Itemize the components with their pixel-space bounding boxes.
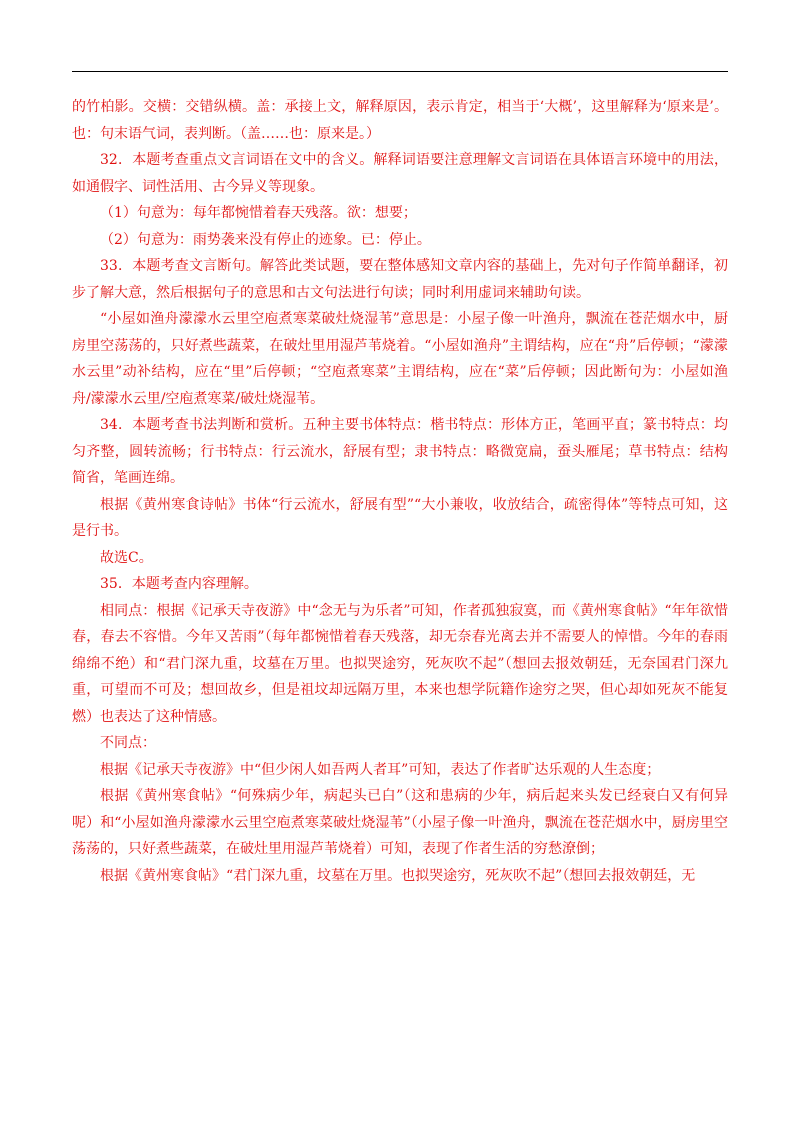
- paragraph: 32．本题考查重点文言词语在文中的含义。解释词语要注意理解文言词语在具体语言环境中的用法，如通假字、词性活用、古今异义等现象。: [72, 152, 728, 195]
- paragraph: 根据《黄州寒食诗帖》书体“行云流水，舒展有型”“大小兼收，收放结合，疏密得体”等特点可知，这是行书。: [72, 496, 728, 539]
- paragraph: 根据《黄州寒食帖》“何殊病少年，病起头已白”（这和患病的少年，病后起来头发已经衰白又有何异呢）和“小屋如渔舟濛濛水云里空庖煮寒菜破灶烧湿苇”（小屋子像一叶渔舟，飘流在苍茫烟水中，厨房里空荡荡的，只好煮些蔬菜，在破灶里用湿芦苇烧着）可知，表现了作者生活的穷愁潦倒；: [72, 788, 728, 857]
- paragraph: 的竹柏影。交横：交错纵横。盖：承接上文，解释原因，表示肯定，相当于‘大概’，这里解释为‘原来是’。也：句末语气词，表判断。（盖……也：原来是。）: [72, 99, 728, 142]
- answer-explanation-body: [72, 94, 728, 889]
- paragraph: （2）句意为：雨势袭来没有停止的迹象。已：停止。: [100, 231, 431, 248]
- header-rule: [72, 71, 728, 72]
- paragraph: 34．本题考查书法判断和赏析。五种主要书体特点：楷书特点：形体方正，笔画平直；篆书特点：均匀齐整，圆转流畅；行书特点：行云流水，舒展有型；隶书特点：略微宽扁，蚕头雁尾；草书特点：结构简省，笔画连绵。: [72, 417, 728, 486]
- paragraph: 根据《黄州寒食帖》“君门深九重，坟墓在万里。也拟哭途穷，死灰吹不起”（想回去报效朝廷，无: [100, 867, 696, 884]
- paragraph: 33．本题考查文言断句。解答此类试题，要在整体感知文章内容的基础上，先对句子作简单翻译，初步了解大意，然后根据句子的意思和古文句法进行句读；同时利用虚词来辅助句读。: [72, 258, 728, 301]
- paragraph: “小屋如渔舟濛濛水云里空庖煮寒菜破灶烧湿苇”意思是：小屋子像一叶渔舟，飘流在苍茫烟水中，厨房里空荡荡的，只好煮些蔬菜，在破灶里用湿芦苇烧着。“小屋如渔舟”主谓结构，应在“舟”后停顿；“濛濛水云里”动补结构，应在“里”后停顿；“空庖煮寒菜”主谓结构，应在“菜”后停顿；因此断句为：小屋如渔舟/濛濛水云里/空庖煮寒菜/破灶烧湿苇。: [72, 311, 728, 407]
- paragraph: 相同点：根据《记承天寺夜游》中“念无与为乐者”可知，作者孤独寂寞，而《黄州寒食帖》“年年欲惜春，春去不容惜。今年又苦雨”（每年都惋惜着春天残落，却无奈春光离去并不需要人的悼惜。今年的春雨绵绵不绝）和“君门深九重，坟墓在万里。也拟哭途穷，死灰吹不起”（想回去报效朝廷，无奈国君门深九重，可望而不可及；想回故乡，但是祖坟却远隔万里，本来也想学阮籍作途穷之哭，但心却如死灰不能复燃）也表达了这种情感。: [72, 602, 728, 725]
- paragraph: 不同点：: [100, 735, 156, 751]
- paragraph: 根据《记承天寺夜游》中“但少闲人如吾两人者耳”可知，表达了作者旷达乐观的人生态度；: [100, 761, 661, 778]
- paragraph: 故选C。: [100, 549, 153, 566]
- paragraph: （1）句意为：每年都惋惜着春天残落。欲：想要；: [100, 205, 417, 221]
- paragraph: 35．本题考查内容理解。: [100, 576, 258, 592]
